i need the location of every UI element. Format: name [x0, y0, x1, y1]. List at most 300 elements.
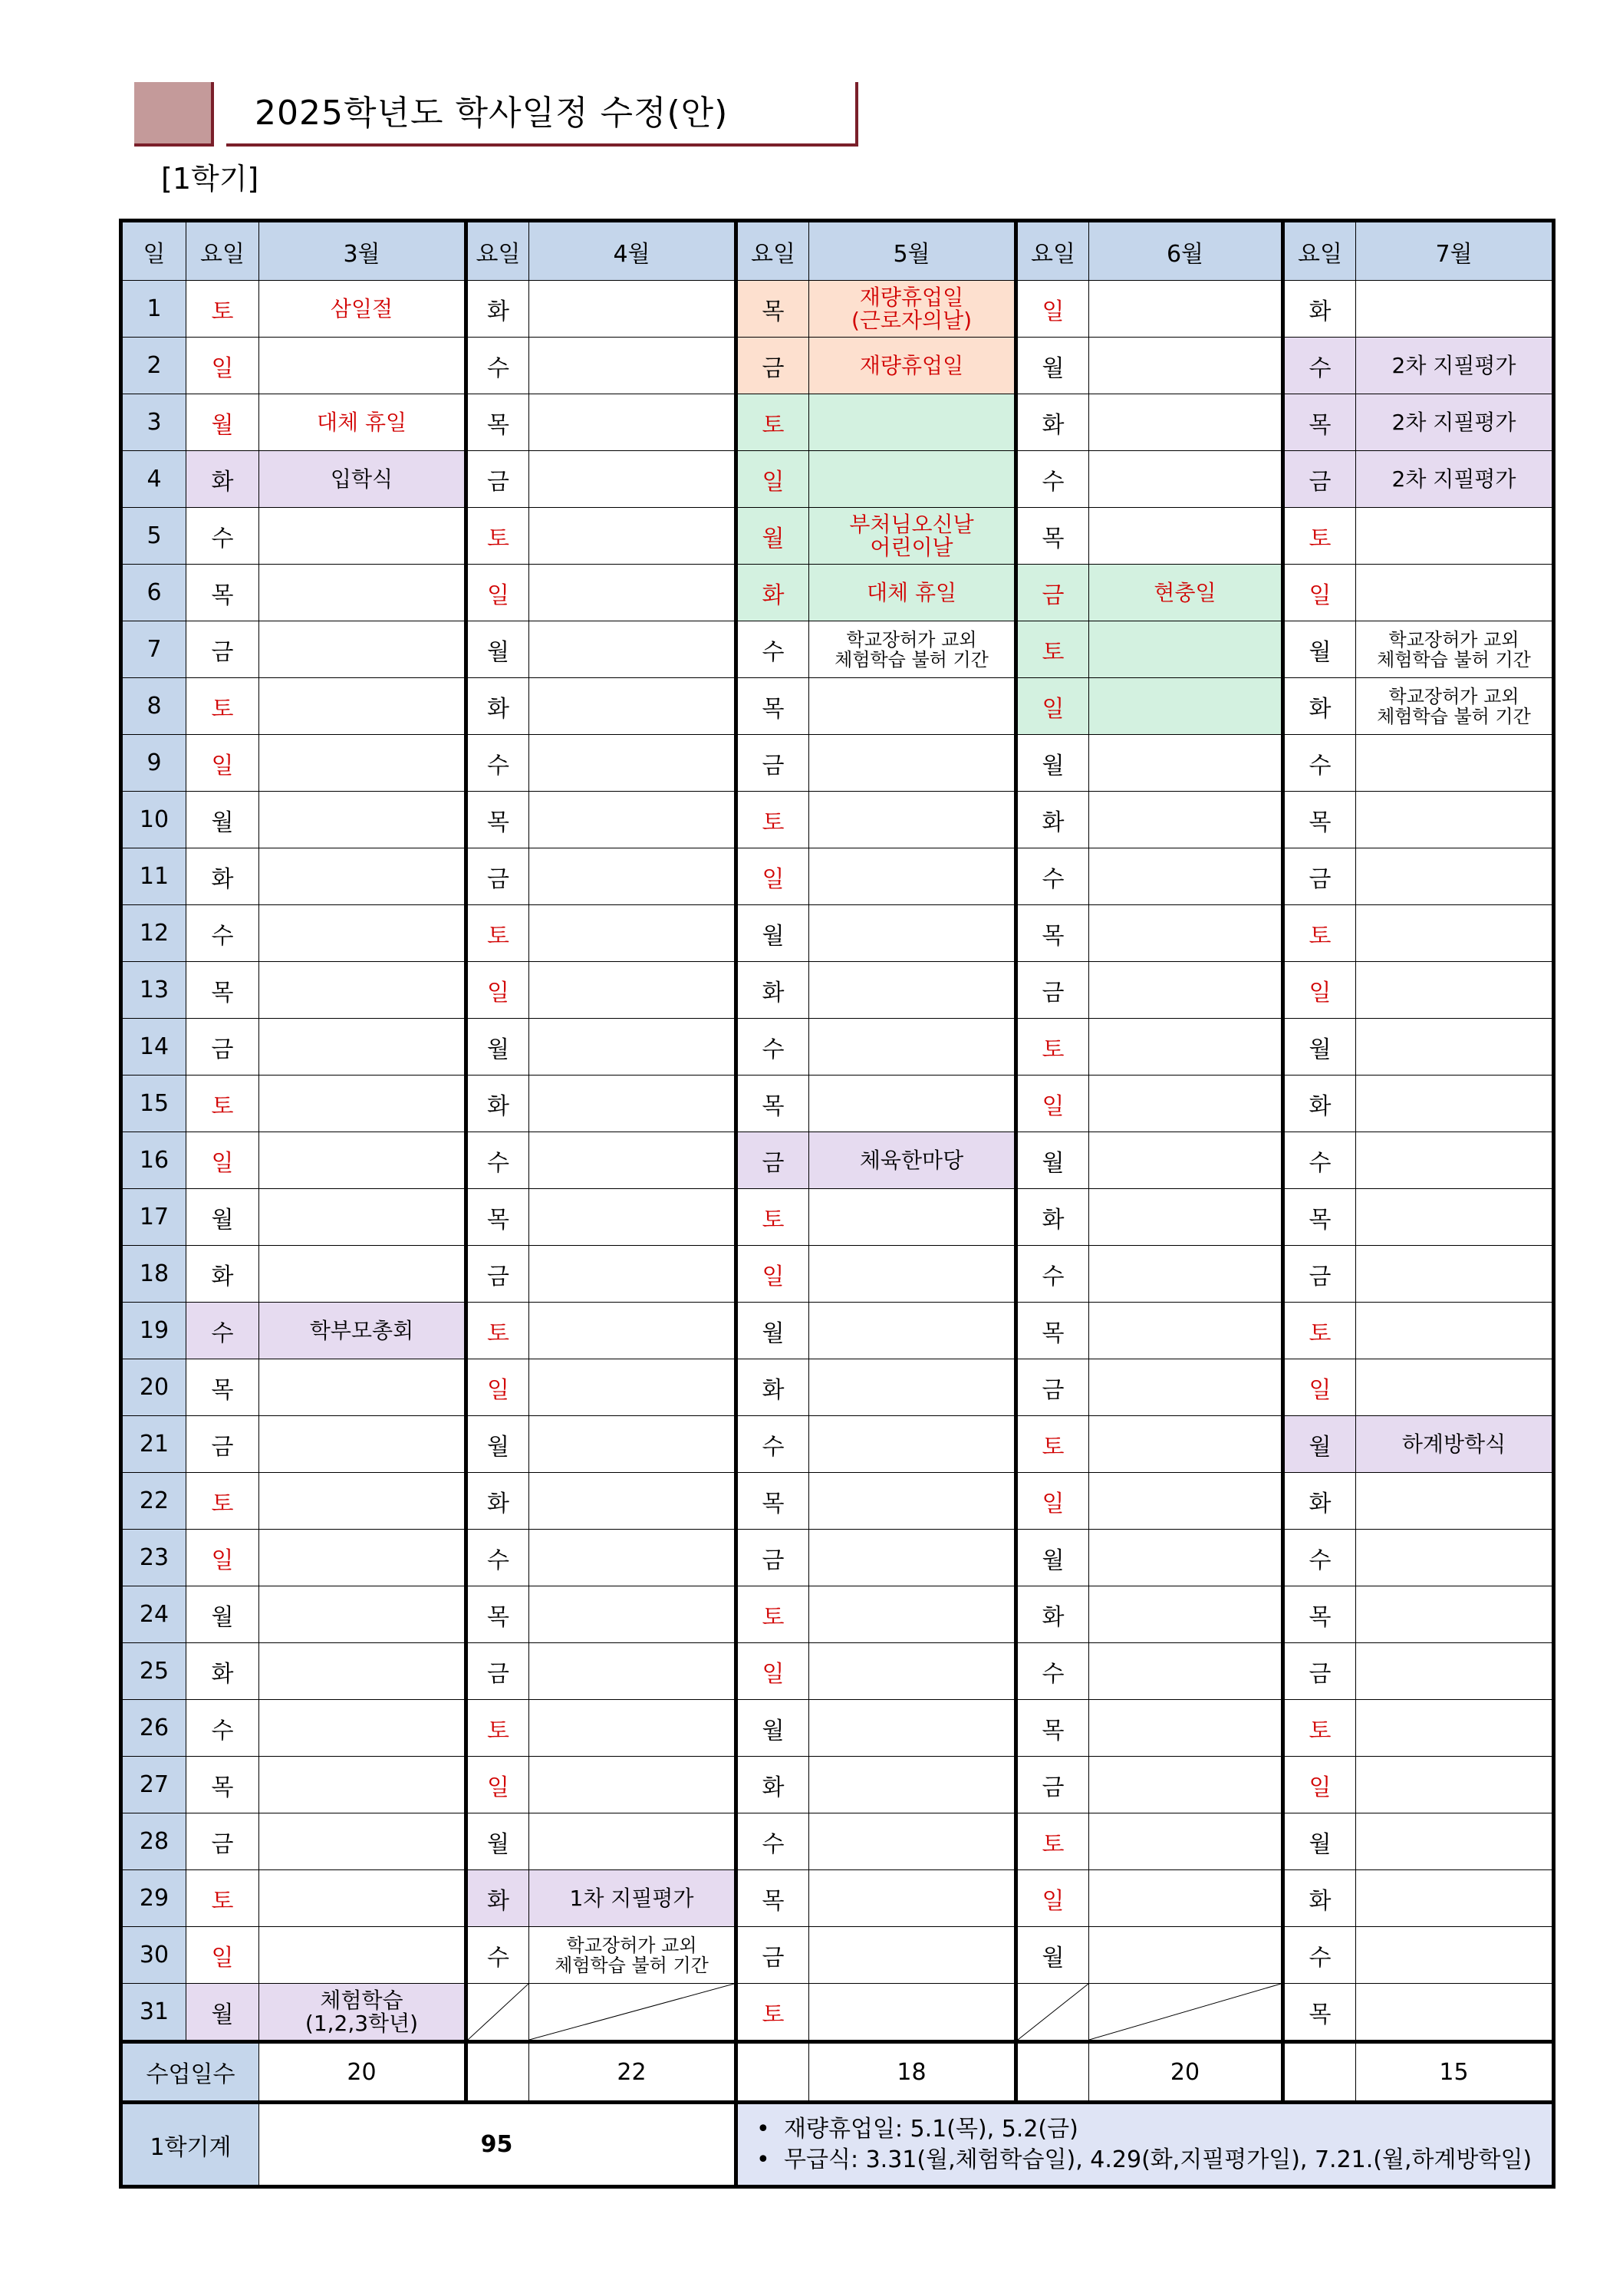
event-text: [809, 630, 1014, 670]
event-line: 재량휴업일: [859, 352, 964, 378]
weekday-cell: 목: [1016, 508, 1089, 565]
event-cell: [809, 1359, 1016, 1416]
weekday-cell: 월: [466, 1416, 529, 1473]
weekday-cell: 일: [186, 338, 259, 394]
event-cell: [259, 1416, 466, 1473]
event-text: [259, 1319, 464, 1343]
event-cell: [1089, 1132, 1283, 1189]
weekday-cell: 화: [736, 1757, 809, 1813]
day-number: 9: [121, 735, 186, 792]
empty-cell: [736, 2042, 809, 2103]
weekday-cell: 목: [736, 1473, 809, 1530]
day-number: 12: [121, 905, 186, 962]
event-cell: [1089, 1813, 1283, 1870]
event-cell: [1356, 451, 1554, 508]
event-cell: [809, 621, 1016, 678]
event-cell: [259, 1246, 466, 1303]
weekday-cell: 금: [466, 1246, 529, 1303]
event-line: 학부모총회: [309, 1317, 414, 1343]
day-number: 20: [121, 1359, 186, 1416]
weekday-cell: 토: [466, 1700, 529, 1757]
event-cell: [529, 1643, 736, 1700]
weekday-cell: 토: [1283, 905, 1356, 962]
day-row: [121, 1530, 1554, 1586]
bullet: •: [756, 2146, 770, 2173]
event-text: [1356, 410, 1552, 435]
weekday-cell: 수: [1283, 1132, 1356, 1189]
event-cell: [809, 451, 1016, 508]
event-cell: [529, 1757, 736, 1813]
event-cell: [259, 792, 466, 848]
day-row: [121, 1303, 1554, 1359]
event-cell: [809, 394, 1016, 451]
event-line: 체험학습 불허 기간: [835, 648, 989, 670]
event-cell: [529, 905, 736, 962]
weekday-cell: 화: [466, 1473, 529, 1530]
weekday-cell: 토: [1016, 621, 1089, 678]
day-number: 13: [121, 962, 186, 1019]
event-cell: [529, 1700, 736, 1757]
event-cell: [529, 1246, 736, 1303]
weekday-cell: 토: [736, 1189, 809, 1246]
weekday-cell: 일: [1283, 1757, 1356, 1813]
weekday-cell: 화: [466, 1076, 529, 1132]
event-cell: [1089, 1757, 1283, 1813]
event-cell: [1356, 1019, 1554, 1076]
semester-total-row: [121, 2103, 1554, 2187]
weekday-cell: 수: [1016, 1246, 1089, 1303]
event-cell: [1356, 1076, 1554, 1132]
event-cell: [809, 678, 1016, 735]
weekday-cell: 월: [1016, 338, 1089, 394]
event-cell: [259, 1700, 466, 1757]
event-line: 체험학습: [320, 1987, 403, 2013]
weekday-cell: 월: [186, 792, 259, 848]
event-cell: [259, 621, 466, 678]
event-cell: [259, 1359, 466, 1416]
schedule-body: [121, 281, 1554, 2042]
diagonal-slash: [1018, 1984, 1088, 2040]
day-row: [121, 621, 1554, 678]
day-row: [121, 1416, 1554, 1473]
weekday-cell: 화: [1283, 1076, 1356, 1132]
weekday-cell: 금: [186, 1019, 259, 1076]
event-cell: [1089, 281, 1283, 338]
event-cell: [1356, 1416, 1554, 1473]
day-row: [121, 1189, 1554, 1246]
event-cell: [1356, 1530, 1554, 1586]
day-number: 5: [121, 508, 186, 565]
event-text: [1356, 354, 1552, 378]
event-cell: [1356, 1473, 1554, 1530]
weekday-cell: 수: [736, 1019, 809, 1076]
weekday-cell: 금: [736, 1132, 809, 1189]
event-cell: [809, 1019, 1016, 1076]
weekday-cell: 금: [186, 621, 259, 678]
empty-cell: [1283, 2042, 1356, 2103]
event-cell: [259, 1643, 466, 1700]
event-cell: [259, 1019, 466, 1076]
weekday-cell: 월: [736, 508, 809, 565]
weekday-cell: 화: [1016, 394, 1089, 451]
event-cell: [529, 678, 736, 735]
diagonal-slash: [1089, 1984, 1281, 2040]
weekday-cell: 월: [1016, 1530, 1089, 1586]
event-cell: [1089, 678, 1283, 735]
weekday-cell: 목: [736, 281, 809, 338]
weekday-cell: 수: [1016, 1643, 1089, 1700]
event-cell: [1089, 621, 1283, 678]
day-number: 14: [121, 1019, 186, 1076]
weekday-cell: 금: [736, 338, 809, 394]
event-cell: [529, 281, 736, 338]
event-cell: [529, 1473, 736, 1530]
event-cell: [1356, 1700, 1554, 1757]
weekday-cell: 금: [186, 1416, 259, 1473]
event-text: [529, 1935, 734, 1975]
weekday-cell: 토: [1016, 1416, 1089, 1473]
weekday-cell: 토: [1283, 1303, 1356, 1359]
event-cell: [809, 848, 1016, 905]
weekday-cell: 일: [736, 848, 809, 905]
day-row: [121, 1132, 1554, 1189]
event-line: 체험학습 불허 기간: [555, 1954, 709, 1976]
weekday-cell: 일: [1283, 565, 1356, 621]
event-cell: [1356, 1813, 1554, 1870]
event-cell: [809, 962, 1016, 1019]
weekday-cell: 화: [186, 848, 259, 905]
weekday-cell: 일: [466, 565, 529, 621]
event-cell: [259, 1303, 466, 1359]
weekday-cell: 금: [736, 1927, 809, 1984]
event-cell: [529, 1870, 736, 1927]
weekday-cell: 월: [736, 905, 809, 962]
weekday-cell: 일: [1283, 962, 1356, 1019]
event-cell: [259, 1813, 466, 1870]
weekday-cell: 화: [1283, 281, 1356, 338]
weekday-cell: 금: [1283, 1246, 1356, 1303]
event-cell: [259, 848, 466, 905]
event-cell: [1089, 1076, 1283, 1132]
weekday-cell: 목: [186, 962, 259, 1019]
event-cell: [809, 1416, 1016, 1473]
weekday-cell: 일: [1016, 281, 1089, 338]
event-line: (1,2,3학년): [305, 2010, 419, 2036]
event-cell: [1089, 1927, 1283, 1984]
weekday-cell: 토: [466, 508, 529, 565]
title-accent-block: [134, 82, 214, 147]
note-line: [756, 2145, 1552, 2176]
weekday-cell: 토: [186, 281, 259, 338]
event-cell: [1356, 848, 1554, 905]
weekday-cell: 목: [466, 394, 529, 451]
weekday-cell: 토: [1016, 1813, 1089, 1870]
weekday-cell: 월: [186, 1984, 259, 2042]
weekday-cell: 수: [186, 905, 259, 962]
bullet: •: [756, 2115, 770, 2143]
event-cell: [529, 1359, 736, 1416]
weekday-cell: 금: [1283, 1643, 1356, 1700]
weekday-cell: 월: [1016, 1927, 1089, 1984]
weekday-cell: 월: [466, 621, 529, 678]
weekday-cell: 화: [1283, 1870, 1356, 1927]
event-cell: [1089, 1246, 1283, 1303]
event-line: 입학식: [330, 466, 393, 492]
weekday-cell: 금: [1016, 1757, 1089, 1813]
day-number: 22: [121, 1473, 186, 1530]
day-row: [121, 451, 1554, 508]
event-text: [1356, 687, 1552, 726]
event-cell: [809, 1984, 1016, 2042]
event-cell: [1089, 1530, 1283, 1586]
weekday-cell: 일: [1283, 1359, 1356, 1416]
day-number: 4: [121, 451, 186, 508]
header-month: 3월: [259, 221, 466, 281]
day-number: 16: [121, 1132, 186, 1189]
day-number: 28: [121, 1813, 186, 1870]
event-text: [259, 297, 464, 321]
event-cell: [529, 451, 736, 508]
header-weekday: 요일: [186, 221, 259, 281]
weekday-cell: 목: [466, 1586, 529, 1643]
event-cell: [1089, 1019, 1283, 1076]
event-cell: [809, 281, 1016, 338]
event-cell: [1089, 1473, 1283, 1530]
header-month: 6월: [1089, 221, 1283, 281]
weekday-cell: 토: [1016, 1019, 1089, 1076]
day-number: 25: [121, 1643, 186, 1700]
empty-date-cell: [1016, 1984, 1089, 2042]
weekday-cell: 일: [1016, 1076, 1089, 1132]
event-cell: [529, 1076, 736, 1132]
event-cell: [809, 1530, 1016, 1586]
event-cell: [809, 1643, 1016, 1700]
day-row: [121, 1246, 1554, 1303]
day-number: 17: [121, 1189, 186, 1246]
event-cell: [1089, 394, 1283, 451]
weekday-cell: 수: [466, 735, 529, 792]
event-cell: [1356, 338, 1554, 394]
weekday-cell: 일: [186, 1927, 259, 1984]
weekday-cell: 월: [1016, 1132, 1089, 1189]
event-cell: [1089, 735, 1283, 792]
weekday-cell: 일: [466, 962, 529, 1019]
day-number: 19: [121, 1303, 186, 1359]
event-cell: [1356, 1757, 1554, 1813]
header-month: 4월: [529, 221, 736, 281]
event-cell: [259, 565, 466, 621]
weekday-cell: 월: [1283, 621, 1356, 678]
day-row: [121, 735, 1554, 792]
event-cell: [1356, 394, 1554, 451]
event-cell: [1089, 848, 1283, 905]
day-row: [121, 394, 1554, 451]
event-cell: [1089, 1586, 1283, 1643]
event-cell: [259, 1132, 466, 1189]
weekday-cell: 월: [186, 1189, 259, 1246]
weekday-cell: 목: [736, 678, 809, 735]
weekday-cell: 토: [736, 1586, 809, 1643]
weekday-cell: 화: [736, 962, 809, 1019]
event-cell: [1356, 1359, 1554, 1416]
weekday-cell: 화: [736, 1359, 809, 1416]
weekday-cell: 일: [1016, 1870, 1089, 1927]
day-row: [121, 848, 1554, 905]
weekday-cell: 화: [466, 1870, 529, 1927]
event-cell: [809, 1586, 1016, 1643]
event-cell: [259, 508, 466, 565]
event-cell: [1089, 508, 1283, 565]
event-cell: [529, 621, 736, 678]
day-row: [121, 1700, 1554, 1757]
event-cell: [529, 735, 736, 792]
event-cell: [1356, 1246, 1554, 1303]
empty-cell: [466, 2042, 529, 2103]
event-cell: [1356, 962, 1554, 1019]
weekday-cell: 수: [1016, 848, 1089, 905]
semester-total-label: 1학기계: [121, 2103, 259, 2187]
day-number: 27: [121, 1757, 186, 1813]
weekday-cell: 월: [1283, 1019, 1356, 1076]
header-month: 7월: [1356, 221, 1554, 281]
event-cell: [259, 1984, 466, 2042]
event-cell: [809, 792, 1016, 848]
day-number: 31: [121, 1984, 186, 2042]
day-number: 15: [121, 1076, 186, 1132]
weekday-cell: 일: [1016, 1473, 1089, 1530]
event-cell: [1356, 565, 1554, 621]
event-cell: [809, 1132, 1016, 1189]
event-line: 학교장허가 교외: [1388, 628, 1519, 651]
event-line: 학교장허가 교외: [1388, 685, 1519, 707]
event-cell: [809, 338, 1016, 394]
weekday-cell: 목: [1016, 1303, 1089, 1359]
weekday-cell: 목: [466, 1189, 529, 1246]
event-line: 체험학습 불허 기간: [1377, 648, 1531, 670]
event-cell: [529, 1586, 736, 1643]
weekday-cell: 월: [1283, 1416, 1356, 1473]
weekday-cell: 금: [186, 1813, 259, 1870]
weekday-cell: 화: [466, 281, 529, 338]
day-number: 11: [121, 848, 186, 905]
weekday-cell: 월: [736, 1303, 809, 1359]
event-cell: [529, 565, 736, 621]
day-row: [121, 1813, 1554, 1870]
event-cell: [809, 1189, 1016, 1246]
weekday-cell: 목: [466, 792, 529, 848]
day-number: 29: [121, 1870, 186, 1927]
event-cell: [1089, 962, 1283, 1019]
event-cell: [1089, 792, 1283, 848]
event-cell: [1356, 792, 1554, 848]
event-cell: [809, 1870, 1016, 1927]
event-cell: [529, 848, 736, 905]
event-text: [1356, 1432, 1552, 1457]
weekday-cell: 일: [186, 735, 259, 792]
day-row: [121, 1019, 1554, 1076]
event-cell: [259, 1530, 466, 1586]
event-line: 삼일절: [330, 295, 393, 321]
event-cell: [259, 1870, 466, 1927]
event-cell: [529, 1416, 736, 1473]
event-cell: [1356, 1132, 1554, 1189]
event-cell: [1089, 451, 1283, 508]
event-text: [259, 1989, 464, 2035]
event-cell: [529, 792, 736, 848]
weekday-cell: 일: [736, 451, 809, 508]
day-number: 2: [121, 338, 186, 394]
event-cell: [1356, 281, 1554, 338]
weekday-cell: 목: [186, 1757, 259, 1813]
header-weekday: 요일: [736, 221, 809, 281]
event-cell: [809, 565, 1016, 621]
weekday-cell: 목: [186, 1359, 259, 1416]
empty-cell: [1016, 2042, 1089, 2103]
day-number: 10: [121, 792, 186, 848]
weekday-cell: 수: [1283, 338, 1356, 394]
event-text: [1356, 630, 1552, 670]
weekday-cell: 토: [736, 394, 809, 451]
day-row: [121, 1359, 1554, 1416]
event-cell: [809, 1700, 1016, 1757]
class-days-value: 18: [809, 2042, 1016, 2103]
event-cell: [259, 1757, 466, 1813]
weekday-cell: 화: [736, 565, 809, 621]
weekday-cell: 화: [1016, 1189, 1089, 1246]
weekday-cell: 목: [1283, 1586, 1356, 1643]
event-cell: [529, 1813, 736, 1870]
event-text: [259, 410, 464, 435]
day-number: 23: [121, 1530, 186, 1586]
event-cell: [1089, 905, 1283, 962]
event-cell: [1356, 1303, 1554, 1359]
weekday-cell: 수: [466, 1132, 529, 1189]
header-month: 5월: [809, 221, 1016, 281]
event-cell: [529, 1530, 736, 1586]
event-cell: [809, 1246, 1016, 1303]
event-line: 하계방학식: [1401, 1431, 1506, 1457]
day-number: 6: [121, 565, 186, 621]
event-cell: [259, 394, 466, 451]
event-cell: [1356, 1189, 1554, 1246]
event-cell: [1356, 735, 1554, 792]
event-cell: [809, 1473, 1016, 1530]
day-row: [121, 1870, 1554, 1927]
weekday-cell: 금: [1016, 565, 1089, 621]
weekday-cell: 목: [1283, 1189, 1356, 1246]
event-cell: [529, 962, 736, 1019]
weekday-cell: 목: [1283, 792, 1356, 848]
weekday-cell: 금: [736, 1530, 809, 1586]
day-row: [121, 962, 1554, 1019]
empty-date-cell: [1089, 1984, 1283, 2042]
diagonal-slash: [468, 1984, 528, 2040]
event-cell: [529, 1189, 736, 1246]
event-cell: [1356, 1870, 1554, 1927]
class-days-value: 15: [1356, 2042, 1554, 2103]
day-number: 8: [121, 678, 186, 735]
event-cell: [1356, 678, 1554, 735]
day-number: 26: [121, 1700, 186, 1757]
day-row: [121, 1643, 1554, 1700]
event-line: 재량휴업일: [859, 284, 964, 310]
event-cell: [259, 735, 466, 792]
event-cell: [809, 1757, 1016, 1813]
weekday-cell: 월: [186, 394, 259, 451]
weekday-cell: 화: [466, 678, 529, 735]
day-number: 7: [121, 621, 186, 678]
weekday-cell: 수: [1283, 1927, 1356, 1984]
